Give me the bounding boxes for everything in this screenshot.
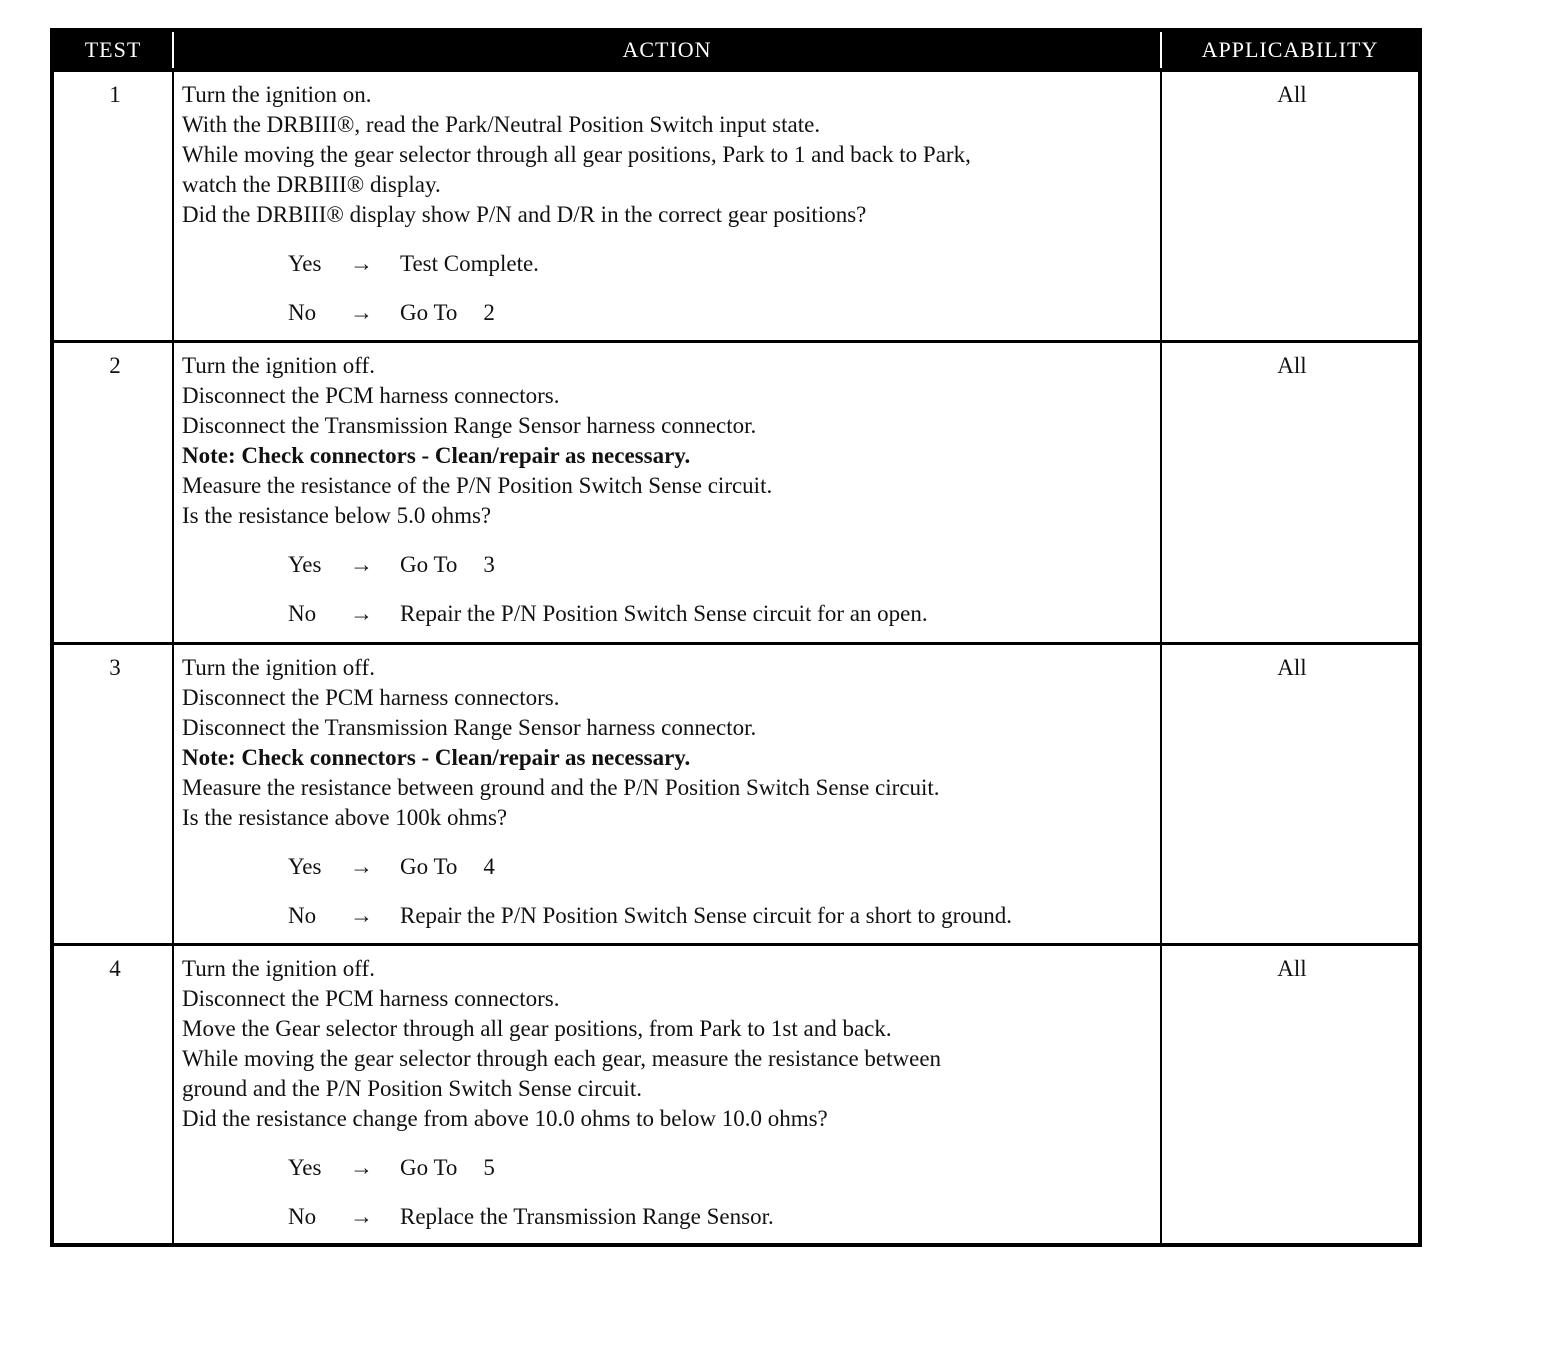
action-line: Turn the ignition off. bbox=[182, 654, 375, 680]
test-row-1 bbox=[52, 70, 1420, 341]
no-label: No bbox=[288, 600, 317, 626]
action-line: Did the resistance change from above 10.0 ohms to below 10.0 ohms? bbox=[182, 1105, 828, 1131]
header-action: ACTION bbox=[173, 30, 1161, 70]
no-answer bbox=[182, 1202, 1156, 1232]
yes-goto: Go To bbox=[400, 1154, 458, 1180]
yes-answer bbox=[182, 249, 1156, 279]
action-line: With the DRBIII®, read the Park/Neutral Position Switch input state. bbox=[182, 112, 821, 137]
yes-label: Yes bbox=[288, 251, 322, 276]
yes-goto-number: 5 bbox=[483, 1154, 495, 1180]
yes-answer bbox=[182, 852, 1156, 882]
action-line: While moving the gear selector through all gear positions, Park to 1 and back to Park, bbox=[182, 142, 971, 167]
header-applicability: APPLICABILITY bbox=[1161, 30, 1420, 70]
test-number: 3 bbox=[52, 643, 173, 944]
action-line: Turn the ignition off. bbox=[182, 352, 375, 378]
no-goto-number: 2 bbox=[483, 300, 495, 325]
answers bbox=[182, 852, 1156, 931]
arrow-icon: → bbox=[350, 1154, 373, 1180]
test-row-2 bbox=[52, 341, 1420, 643]
action-line: Disconnect the PCM harness connectors. bbox=[182, 684, 560, 710]
diagnostic-table bbox=[50, 28, 1422, 1247]
no-result: Replace the Transmission Range Sensor. bbox=[400, 1203, 774, 1229]
yes-goto-number: 3 bbox=[483, 551, 495, 577]
test-row-4 bbox=[52, 944, 1420, 1245]
action-line: Measure the resistance between ground and the P/N Position Switch Sense circuit. bbox=[182, 774, 940, 800]
yes-label: Yes bbox=[288, 853, 322, 879]
arrow-icon: → bbox=[350, 300, 373, 325]
action-cell bbox=[173, 643, 1161, 944]
applicability-cell: All bbox=[1161, 643, 1420, 944]
header-test: TEST bbox=[52, 30, 173, 70]
applicability-cell: All bbox=[1161, 341, 1420, 643]
no-answer bbox=[182, 599, 1156, 629]
header-row bbox=[52, 30, 1420, 70]
applicability-cell: All bbox=[1161, 944, 1420, 1245]
action-line: Did the DRBIII® display show P/N and D/R in the correct gear positions? bbox=[182, 202, 867, 227]
action-line: Move the Gear selector through all gear positions, from Park to 1st and back. bbox=[182, 1015, 892, 1041]
arrow-icon: → bbox=[350, 902, 373, 928]
test-number: 4 bbox=[52, 944, 173, 1245]
test-row-3 bbox=[52, 643, 1420, 944]
action-line: Disconnect the PCM harness connectors. bbox=[182, 985, 560, 1011]
note-line: Note: Check connectors - Clean/repair as necessary. bbox=[182, 442, 691, 468]
answers bbox=[182, 249, 1156, 328]
no-result: Repair the P/N Position Switch Sense circuit for a short to ground. bbox=[400, 902, 1012, 928]
no-result: Repair the P/N Position Switch Sense circuit for an open. bbox=[400, 600, 928, 626]
yes-answer bbox=[182, 1153, 1156, 1183]
no-label: No bbox=[288, 1203, 317, 1229]
action-line: Turn the ignition off. bbox=[182, 955, 375, 981]
no-goto: Go To bbox=[400, 300, 458, 325]
arrow-icon: → bbox=[350, 1203, 373, 1229]
action-line: Disconnect the Transmission Range Sensor harness connector. bbox=[182, 412, 757, 438]
answers bbox=[182, 1153, 1156, 1232]
arrow-icon: → bbox=[350, 551, 373, 577]
action-line: ground and the P/N Position Switch Sense circuit. bbox=[182, 1075, 642, 1101]
action-line: Is the resistance below 5.0 ohms? bbox=[182, 502, 492, 528]
applicability-cell: All bbox=[1161, 70, 1420, 341]
action-line: While moving the gear selector through each gear, measure the resistance between bbox=[182, 1045, 942, 1071]
note-line: Note: Check connectors - Clean/repair as necessary. bbox=[182, 744, 691, 770]
arrow-icon: → bbox=[350, 600, 373, 626]
answers bbox=[182, 550, 1156, 629]
arrow-icon: → bbox=[350, 853, 373, 879]
action-cell bbox=[173, 70, 1161, 341]
yes-label: Yes bbox=[288, 1154, 322, 1180]
test-number: 1 bbox=[52, 70, 173, 341]
test-number: 2 bbox=[52, 341, 173, 643]
action-line: Turn the ignition on. bbox=[182, 82, 372, 107]
yes-result: Test Complete. bbox=[400, 251, 539, 276]
action-line: Disconnect the PCM harness connectors. bbox=[182, 382, 560, 408]
action-cell bbox=[173, 944, 1161, 1245]
no-label: No bbox=[288, 300, 317, 325]
no-answer bbox=[182, 901, 1156, 931]
action-cell bbox=[173, 341, 1161, 643]
action-line: watch the DRBIII® display. bbox=[182, 172, 441, 197]
action-line: Measure the resistance of the P/N Position Switch Sense circuit. bbox=[182, 472, 773, 498]
yes-goto: Go To bbox=[400, 853, 458, 879]
no-answer bbox=[182, 298, 1156, 328]
action-line: Is the resistance above 100k ohms? bbox=[182, 804, 508, 830]
no-label: No bbox=[288, 902, 317, 928]
yes-goto: Go To bbox=[400, 551, 458, 577]
yes-goto-number: 4 bbox=[483, 853, 495, 879]
yes-answer bbox=[182, 550, 1156, 580]
arrow-icon: → bbox=[350, 251, 373, 276]
yes-label: Yes bbox=[288, 551, 322, 577]
action-line: Disconnect the Transmission Range Sensor harness connector. bbox=[182, 714, 757, 740]
